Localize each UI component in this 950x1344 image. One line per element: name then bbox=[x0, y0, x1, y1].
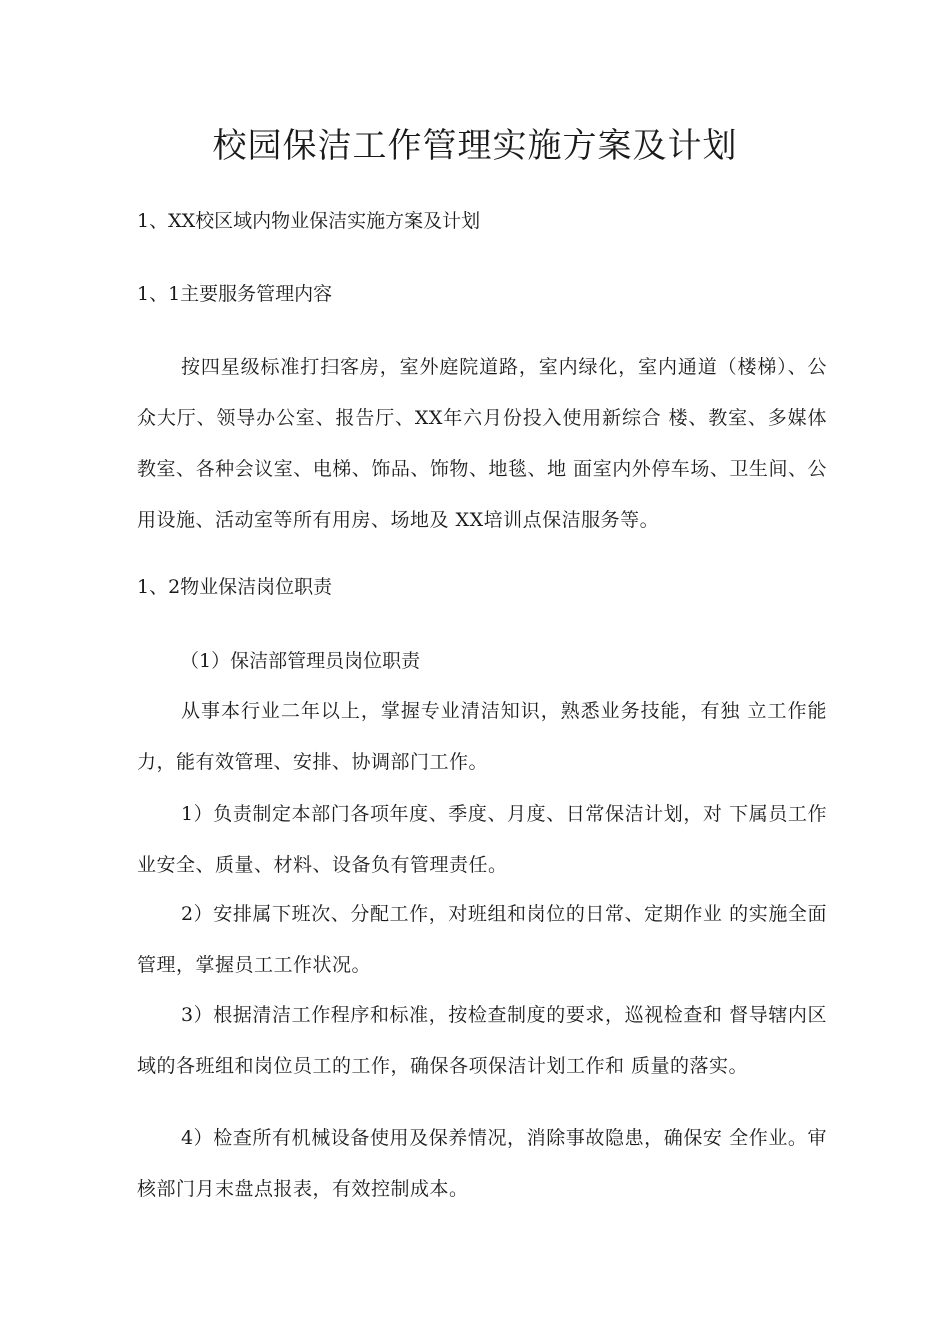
document-title: 校园保洁工作管理实施方案及计划 bbox=[212, 126, 738, 166]
duty-item-3: 3）根据清洁工作程序和标准，按检查制度的要求，巡视检查和 督导辖内区域的各班组和岗位员工的工作，确保各项保洁计划工作和 质量的落实。 bbox=[137, 1004, 827, 1077]
duty-item-2: 2）安排属下班次、分配工作，对班组和岗位的日常、定期作业 的实施全面管理，掌握员工工作状况。 bbox=[137, 903, 827, 976]
section-heading-1-1: 1、1主要服务管理内容 bbox=[137, 283, 333, 305]
section-heading-1: 1、XX校区域内物业保洁实施方案及计划 bbox=[137, 210, 481, 232]
section-heading-1-2: 1、2物业保洁岗位职责 bbox=[137, 576, 333, 598]
service-content-paragraph: 按四星级标准打扫客房，室外庭院道路，室内绿化，室内通道（楼梯）、公众大厅、领导办公室、报告厅、XX年六月份投入使用新综合 楼、教室、多媒体教室、各种会议室、电梯、饰品、饰物、地毯、地 面室内外停车场、卫生间、公用设施、活动室等所有用房、场地及 XX培训点保洁服务等。 bbox=[137, 356, 827, 531]
duty-item-4: 4）检查所有机械设备使用及保养情况，消除事故隐患，确保安 全作业。审核部门月末盘点报表，有效控制成本。 bbox=[137, 1127, 827, 1200]
subsection-heading-1: （1）保洁部管理员岗位职责 bbox=[180, 650, 421, 672]
duty-item-1: 1）负责制定本部门各项年度、季度、月度、日常保洁计划，对 下属员工作业安全、质量、材料、设备负有管理责任。 bbox=[137, 803, 827, 876]
manager-intro-paragraph: 从事本行业二年以上，掌握专业清洁知识，熟悉业务技能，有独 立工作能力，能有效管理、安排、协调部门工作。 bbox=[137, 700, 827, 773]
